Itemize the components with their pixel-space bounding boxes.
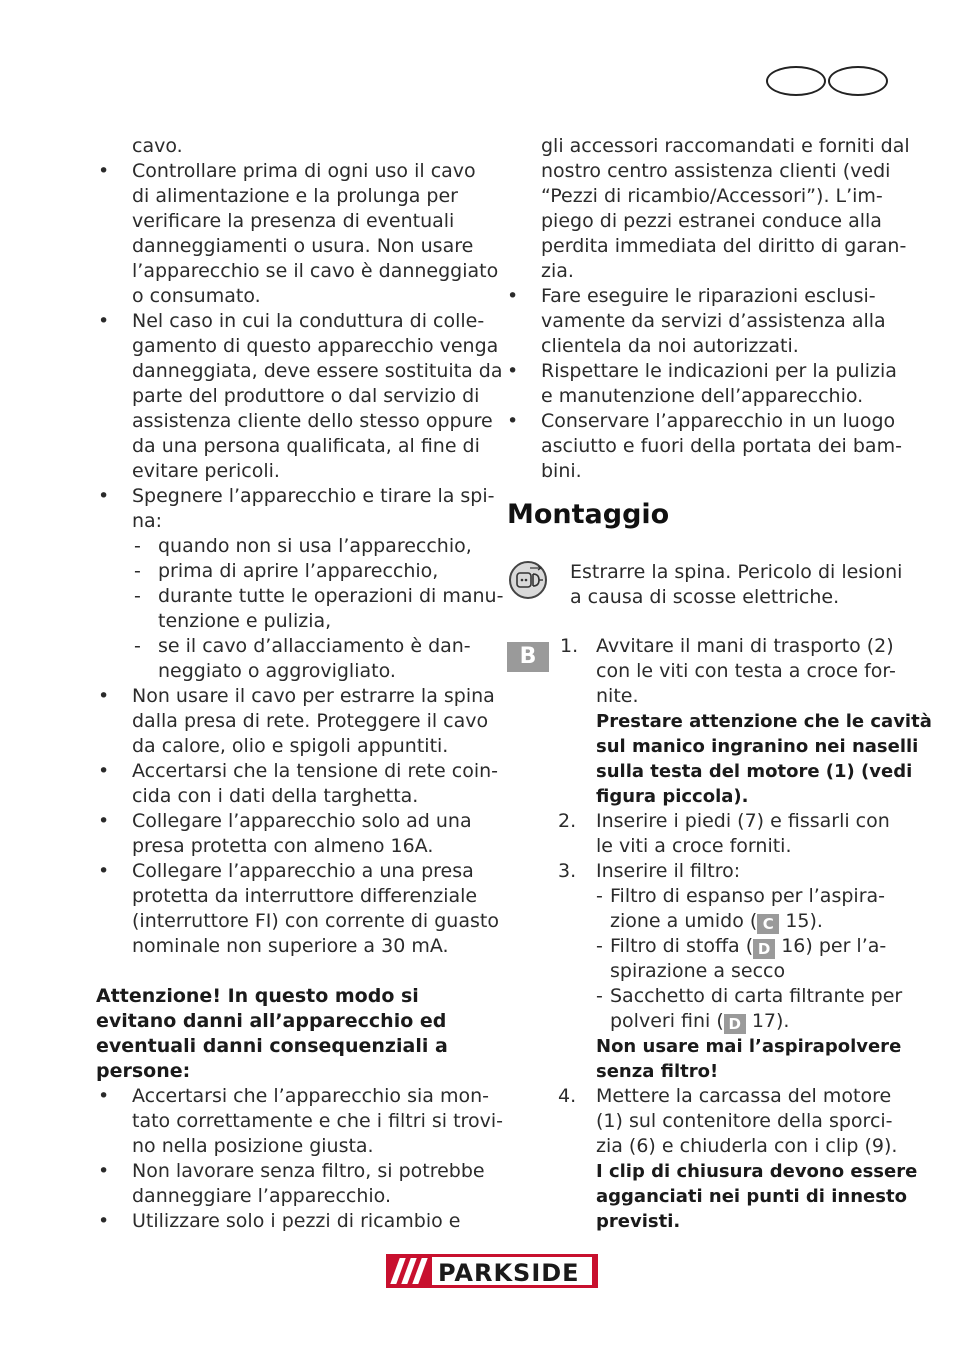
text-line: vamente da servizi d’assistenza alla — [541, 310, 886, 332]
text-line: neggiato o aggrovigliato. — [158, 660, 396, 682]
text-line: danneggiare l’apparecchio. — [132, 1185, 391, 1207]
text-line: clientela da noi autorizzati. — [541, 335, 799, 357]
text-line: Rispettare le indicazioni per la pulizia — [541, 360, 897, 382]
text-line: zia. — [541, 260, 574, 282]
note-text: sul manico ingranino nei naselli — [596, 736, 919, 757]
text-line: nostro centro assistenza clienti (vedi — [541, 160, 891, 182]
text-line: cida con i dati della targhetta. — [132, 785, 419, 807]
text-line: Non lavorare senza filtro, si potrebbe — [132, 1160, 485, 1182]
bullet: • — [98, 1160, 110, 1182]
text-fragment: 16) per l’a- — [775, 935, 887, 957]
parkside-logo — [386, 1254, 598, 1288]
figure-reference-badge: D — [724, 1014, 746, 1034]
text-line: zia (6) e chiuderla con i clip (9). — [596, 1135, 898, 1157]
language-tabs — [766, 66, 890, 98]
text-line: perdita immediata del diritto di garan- — [541, 235, 907, 257]
dash: - — [134, 560, 141, 582]
bullet: • — [98, 860, 110, 882]
text-line: bini. — [541, 460, 582, 482]
text-line: quando non si usa l’apparecchio, — [158, 535, 472, 557]
text-line: piego di pezzi estranei conduce alla — [541, 210, 882, 232]
note-text: previsti. — [596, 1211, 681, 1232]
text-line: (interruttore FI) con corrente di guasto — [132, 910, 499, 932]
text-line — [610, 909, 823, 934]
text-line — [610, 1009, 789, 1034]
bullet: • — [98, 810, 110, 832]
text-line: Fare eseguire le riparazioni esclusi- — [541, 285, 876, 307]
unplug-icon — [508, 560, 548, 600]
bullet: • — [98, 310, 110, 332]
bullet: • — [98, 485, 110, 507]
section-heading: Montaggio — [507, 499, 670, 530]
bullet: • — [507, 360, 519, 382]
bullet: • — [98, 1085, 110, 1107]
bullet: • — [507, 285, 519, 307]
step-number: 3. — [558, 860, 577, 882]
dash: - — [596, 885, 603, 907]
figure-reference-badge: C — [757, 914, 779, 934]
bullet: • — [98, 1210, 110, 1232]
text-line: Utilizzare solo i pezzi di ricambio e — [132, 1210, 461, 1232]
text-line: prima di aprire l’apparecchio, — [158, 560, 439, 582]
warning-text: eventuali danni consequenziali a — [96, 1035, 448, 1057]
text-line: da calore, olio e spigoli appuntiti. — [132, 735, 449, 757]
bullet: • — [507, 410, 519, 432]
text-line: spirazione a secco — [610, 960, 786, 982]
text-line: Accertarsi che la tensione di rete coin- — [132, 760, 499, 782]
text-line: Collegare l’apparecchio a una presa — [132, 860, 474, 882]
warning-note: a causa di scosse elettriche. — [570, 586, 840, 608]
text-line: Inserire i piedi (7) e fissarli con — [596, 810, 890, 832]
text-line: presa protetta con almeno 16A. — [132, 835, 434, 857]
text-line: Avvitare il mani di trasporto (2) — [596, 635, 894, 657]
note-text: agganciati nei punti di innesto — [596, 1186, 907, 1207]
text-line: Collegare l’apparecchio solo ad una — [132, 810, 472, 832]
dash: - — [596, 935, 603, 957]
text-fragment: 15). — [779, 910, 823, 932]
text-line: da una persona qualificata, al fine di — [132, 435, 480, 457]
text-line: asciutto e fuori della portata dei bam- — [541, 435, 902, 457]
text-line: Accertarsi che l’apparecchio sia mon- — [132, 1085, 489, 1107]
note-text: I clip di chiusura devono essere — [596, 1161, 918, 1182]
text-line: l’apparecchio se il cavo è danneggiato — [132, 260, 499, 282]
text-line: cavo. — [132, 135, 183, 157]
text-line: tato correttamente e che i filtri si trovi- — [132, 1110, 503, 1132]
text-line: “Pezzi di ricambio/Accessori”). L’im- — [541, 185, 883, 207]
text-line: o consumato. — [132, 285, 261, 307]
text-line: e manutenzione dell’apparecchio. — [541, 385, 864, 407]
text-line: Non usare il cavo per estrarre la spina — [132, 685, 495, 707]
text-line: evitare pericoli. — [132, 460, 280, 482]
bullet: • — [98, 685, 110, 707]
bullet: • — [98, 160, 110, 182]
text-line: durante tutte le operazioni di manu- — [158, 585, 504, 607]
text-line: protetta da interruttore differenziale — [132, 885, 478, 907]
dash: - — [134, 535, 141, 557]
text-line: (1) sul contenitore della sporci- — [596, 1110, 893, 1132]
text-line: Controllare prima di ogni uso il cavo — [132, 160, 476, 182]
text-line: Spegnere l’apparecchio e tirare la spi- — [132, 485, 495, 507]
text-line: na: — [132, 510, 163, 532]
note-text: figura piccola). — [596, 786, 749, 807]
brand-name: PARKSIDE — [438, 1259, 580, 1287]
text-line: Filtro di espanso per l’aspira- — [610, 885, 885, 907]
text-line: di alimentazione e la prolunga per — [132, 185, 458, 207]
warning-note: Estrarre la spina. Pericolo di lesioni — [570, 561, 903, 583]
text-line: assistenza cliente dello stesso oppure — [132, 410, 493, 432]
dash: - — [596, 985, 603, 1007]
text-line: danneggiata, deve essere sostituita da — [132, 360, 503, 382]
note-text: senza filtro! — [596, 1061, 719, 1082]
warning-text: Attenzione! In questo modo si — [96, 985, 419, 1007]
warning-text: persone: — [96, 1060, 191, 1082]
dash: - — [134, 635, 141, 657]
dash: - — [134, 585, 141, 607]
step-number: 4. — [558, 1085, 577, 1107]
text-line: Sacchetto di carta filtrante per — [610, 985, 903, 1007]
lang-tab-2 — [828, 66, 888, 96]
text-line: Mettere la carcassa del motore — [596, 1085, 892, 1107]
note-text: Non usare mai l’aspirapolvere — [596, 1036, 902, 1057]
text-line: Conservare l’apparecchio in un luogo — [541, 410, 896, 432]
lang-tab-1 — [766, 66, 826, 96]
text-line: gli accessori raccomandati e forniti dal — [541, 135, 910, 157]
text-line: le viti a croce forniti. — [596, 835, 792, 857]
text-line: tenzione e pulizia, — [158, 610, 332, 632]
text-fragment: Filtro di stoffa ( — [610, 935, 754, 957]
bullet: • — [98, 760, 110, 782]
warning-text: evitano danni all’apparecchio ed — [96, 1010, 447, 1032]
text-line: gamento di questo apparecchio venga — [132, 335, 499, 357]
text-line: parte del produttore o dal servizio di — [132, 385, 480, 407]
text-line: nite. — [596, 685, 639, 707]
text-fragment: 17). — [745, 1010, 790, 1032]
text-line: Inserire il filtro: — [596, 860, 741, 882]
text-line: con le viti con testa a croce for- — [596, 660, 896, 682]
text-line: Nel caso in cui la conduttura di colle- — [132, 310, 485, 332]
text-line: se il cavo d’allacciamento è dan- — [158, 635, 471, 657]
text-line: verificare la presenza di eventuali — [132, 210, 455, 232]
text-fragment: zione a umido ( — [610, 910, 758, 932]
step-number: 2. — [558, 810, 577, 832]
step-number: 1. — [560, 635, 579, 657]
note-text: Prestare attenzione che le cavità — [596, 711, 932, 732]
note-text: sulla testa del motore (1) (vedi — [596, 761, 913, 782]
figure-reference-badge: D — [753, 939, 775, 959]
text-line: danneggiamenti o usura. Non usare — [132, 235, 474, 257]
text-line — [610, 934, 886, 959]
text-line: nominale non superiore a 30 mA. — [132, 935, 449, 957]
text-line: dalla presa di rete. Proteggere il cavo — [132, 710, 489, 732]
text-fragment: polveri fini ( — [610, 1010, 724, 1032]
text-line: no nella posizione giusta. — [132, 1135, 374, 1157]
figure-reference-badge: B — [507, 642, 549, 672]
